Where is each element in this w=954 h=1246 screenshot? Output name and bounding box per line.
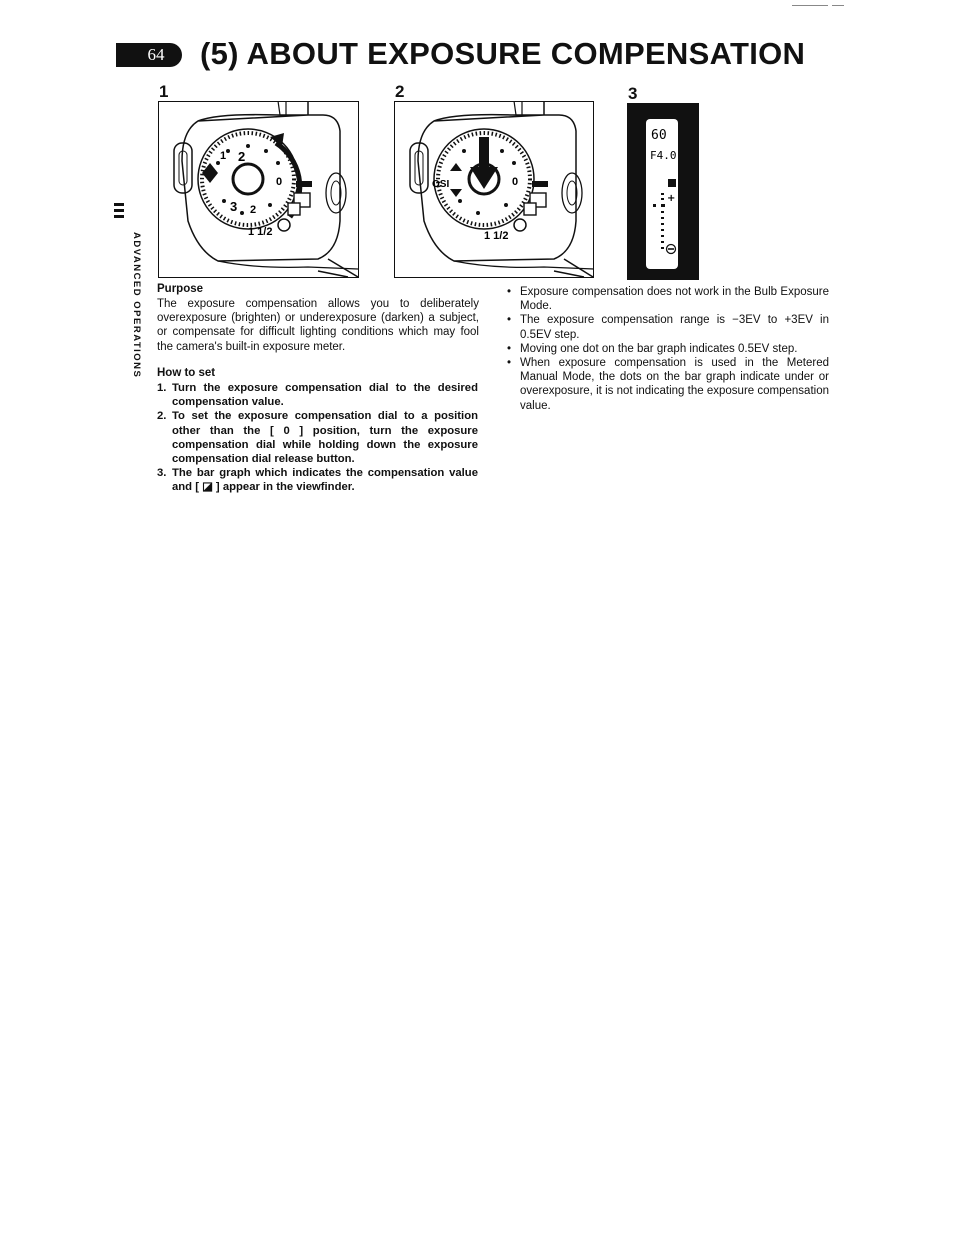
step-number: 3. bbox=[157, 467, 167, 480]
figure-2-drawing bbox=[394, 101, 594, 278]
figure-3-drawing bbox=[627, 103, 699, 280]
figure-2-zero-label: 0 bbox=[512, 176, 519, 188]
note-item: • When exposure compensation is used in the Metered Manual Mode, the dots on the bar graph indicate under or overexposure, it is not indicating the exposure compensation value. bbox=[507, 356, 829, 413]
top-rule bbox=[832, 5, 844, 6]
step-item bbox=[157, 466, 478, 494]
figure-2-button-label: OSI bbox=[432, 179, 450, 190]
figure-3-viewfinder-display bbox=[627, 103, 699, 280]
section-marker-bars bbox=[114, 203, 124, 221]
step-number: 2. bbox=[157, 410, 167, 423]
figure-2-number: 2 bbox=[395, 82, 405, 101]
page-title: (5) ABOUT EXPOSURE COMPENSATION bbox=[200, 36, 806, 71]
figure-3-lcd-top: 60 bbox=[651, 128, 667, 143]
page-number: 64 bbox=[147, 45, 165, 64]
top-rule bbox=[792, 5, 828, 6]
figure-3-lcd-aperture: F4.0 bbox=[650, 149, 677, 162]
notes-list bbox=[507, 285, 829, 413]
step-number: 1. bbox=[157, 382, 167, 394]
figure-1-drawing bbox=[158, 101, 359, 278]
step-text: The bar graph which indicates the compensation value and [ ◪ ] appear in the viewfinder. bbox=[172, 467, 478, 494]
purpose-text: The exposure compensation allows you to deliberately overexposure (brighten) or underexposure (darken) a subject, or compensate for difficult lighting conditions which may fool the camera's built-in exposure meter. bbox=[157, 298, 479, 353]
note-item: • Moving one dot on the bar graph indicates 0.5EV step. bbox=[507, 342, 829, 356]
svg-text:2: 2 bbox=[238, 149, 246, 164]
figure-2-dial-illustration bbox=[394, 101, 594, 278]
step-text: To set the exposure compensation dial to a position other than the [ 0 ] position, turn the exposure compensation dial while holding down the exposure compensation dial release button. bbox=[172, 410, 478, 466]
figure-1-number: 1 bbox=[159, 82, 169, 101]
section-label: ADVANCED OPERATIONS bbox=[131, 232, 142, 379]
step-item bbox=[157, 409, 478, 466]
figure-2-dial-label: 1 1/2 bbox=[484, 230, 509, 242]
step-item bbox=[157, 381, 478, 409]
svg-text:2: 2 bbox=[250, 204, 257, 216]
note-item: • Exposure compensation does not work in the Bulb Exposure Mode. bbox=[507, 285, 829, 313]
svg-text:3: 3 bbox=[230, 199, 238, 214]
figure-1-zero-label: 0 bbox=[276, 176, 283, 188]
purpose-heading: Purpose bbox=[157, 283, 204, 295]
figure-3-number: 3 bbox=[628, 84, 638, 103]
note-item: • The exposure compensation range is −3EV to +3EV in 0.5EV step. bbox=[507, 313, 829, 341]
step-text: Turn the exposure compensation dial to the desired compensation value. bbox=[172, 382, 478, 409]
page-number-tab bbox=[116, 43, 182, 67]
svg-text:1: 1 bbox=[220, 150, 227, 162]
svg-text:+: + bbox=[667, 193, 676, 204]
figure-1-dial-label: 1 1/2 bbox=[248, 226, 273, 238]
figure-1-dial-illustration bbox=[158, 101, 359, 278]
how-to-set-steps bbox=[157, 381, 478, 495]
how-to-set-heading: How to set bbox=[157, 367, 216, 379]
